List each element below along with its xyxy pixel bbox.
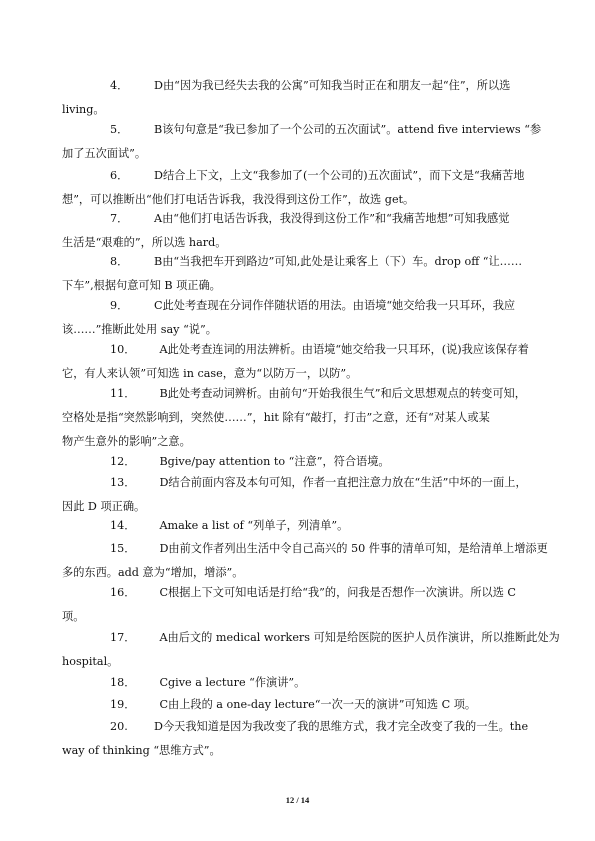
question-number: 13． — [110, 476, 136, 489]
answer-item-7 — [62, 207, 534, 255]
answer-line — [62, 74, 534, 98]
answer-item-5 — [62, 118, 542, 166]
answer-item-19 — [62, 693, 534, 717]
answer-line — [62, 514, 534, 538]
explanation-text: 今天我知道是因为我改变了我的思维方式，我才完全改变了我的一生。the — [162, 720, 529, 733]
explanation-text: 由上段的 a one-day lecture“一次一天的演讲”可知选 C 项。 — [168, 698, 477, 711]
explanation-continuation: 它，有人来认领”可知选 in case，意为“以防万一，以防”。 — [62, 367, 358, 380]
explanation-text: make a list of “列单子，列清单”。 — [167, 519, 349, 532]
question-number: 18． — [110, 676, 136, 689]
answer-line — [62, 294, 534, 318]
explanation-text: 结合上下文，上文“我参加了(一个公司的)五次面试”，而下文是“我痛苦地 — [162, 169, 525, 182]
answer-item-6 — [62, 164, 534, 212]
explanation-continuation: 想”，可以推断出“他们打电话告诉我，我没得到这份工作”，故选 get。 — [62, 193, 415, 206]
answer-item-20 — [62, 715, 534, 763]
answer-letter: A — [159, 343, 168, 356]
explanation-continuation: 下车”,根据句意可知 B 项正确。 — [62, 279, 221, 292]
explanation-continuation: 多的东西。add 意为“增加，增添”。 — [62, 566, 244, 579]
question-number: 9． — [110, 299, 129, 312]
answer-item-18 — [62, 671, 534, 695]
answer-letter: D — [154, 720, 163, 733]
answer-line — [62, 471, 534, 495]
answer-line — [62, 338, 534, 362]
answer-line — [62, 164, 534, 188]
answer-letter: B — [159, 387, 168, 400]
explanation-text: 此处考查动词辨析。由前句“开始我很生气”和后文思想观点的转变可知， — [167, 387, 526, 400]
answer-letter: C — [159, 676, 168, 689]
answer-letter: A — [154, 212, 163, 225]
answer-line — [62, 537, 548, 561]
answer-letter: B — [159, 455, 168, 468]
explanation-text: give a lecture “作演讲”。 — [168, 676, 306, 689]
question-number: 8． — [110, 255, 129, 268]
answer-item-13 — [62, 471, 534, 519]
question-number: 14． — [110, 519, 136, 532]
explanation-text: 由后文的 medical workers 可知是给医院的医护人员作演讲，所以推断此处为 — [167, 631, 560, 644]
explanation-text: 由“当我把车开到路边”可知,此处是让乘客上（下）车。drop off “让…… — [162, 255, 523, 268]
question-number: 15． — [110, 542, 136, 555]
explanation-continuation: 该……”推断此处用 say “说”。 — [62, 323, 217, 336]
explanation-continuation: 物产生意外的影响”之意。 — [62, 435, 191, 448]
question-number: 7． — [110, 212, 129, 225]
answer-letter: C — [159, 586, 168, 599]
answer-letter: D — [159, 476, 169, 489]
answer-line — [62, 207, 534, 231]
answer-item-15 — [62, 537, 548, 585]
answer-item-4 — [62, 74, 534, 122]
answer-item-11 — [62, 382, 534, 454]
question-number: 16． — [110, 586, 136, 599]
explanation-continuation: 因此 D 项正确。 — [62, 500, 146, 513]
explanation-text: 由前文作者列出生活中令自己高兴的 50 件事的清单可知，是给清单上增添更 — [168, 542, 548, 555]
answer-line — [62, 250, 534, 274]
question-number: 6． — [110, 169, 129, 182]
answer-line — [62, 671, 534, 695]
question-number: 19． — [110, 698, 136, 711]
answer-letter: D — [159, 542, 169, 555]
answer-item-14 — [62, 514, 534, 538]
question-number: 4． — [110, 79, 129, 92]
explanation-text: 由“因为我已经失去我的公寓”可知我当时正在和朋友一起“住”，所以选 — [162, 79, 511, 92]
answer-letter: A — [159, 519, 168, 532]
answer-line — [62, 581, 534, 605]
answer-line — [62, 382, 534, 406]
explanation-text: give/pay attention to “注意”，符合语境。 — [167, 455, 390, 468]
answer-letter: D — [154, 79, 163, 92]
question-number: 5． — [110, 123, 129, 136]
answer-line — [62, 715, 534, 739]
explanation-continuation: living。 — [62, 103, 105, 116]
answer-item-17 — [62, 626, 560, 674]
explanation-continuation: hospital。 — [62, 655, 119, 668]
answer-line — [62, 118, 542, 142]
explanation-text: 此处考查连词的用法辨析。由语境“她交给我一只耳环，(说)我应该保存着 — [167, 343, 529, 356]
answer-letter: D — [154, 169, 163, 182]
explanation-continuation: 项。 — [62, 610, 85, 623]
answer-item-8 — [62, 250, 534, 298]
question-number: 11． — [110, 387, 136, 400]
answer-letter: A — [159, 631, 168, 644]
answer-item-16 — [62, 581, 534, 629]
question-number: 12． — [110, 455, 136, 468]
question-number: 10． — [110, 343, 136, 356]
answer-letter: B — [154, 255, 163, 268]
answer-item-10 — [62, 338, 534, 386]
explanation-text: 由“他们打电话告诉我，我没得到这份工作”和“我痛苦地想”可知我感觉 — [162, 212, 510, 225]
answer-item-9 — [62, 294, 534, 342]
answer-line — [62, 626, 560, 650]
page-number: 12 / 14 — [285, 795, 310, 805]
explanation-continuation: 生活是“艰难的”，所以选 hard。 — [62, 236, 227, 249]
explanation-continuation: way of thinking “思维方式”。 — [62, 744, 221, 757]
answer-line — [62, 693, 534, 717]
explanation-text: 结合前面内容及本句可知，作者一直把注意力放在“生活”中坏的一面上， — [168, 476, 527, 489]
explanation-text: 此处考查现在分词作伴随状语的用法。由语境“她交给我一只耳环，我应 — [162, 299, 516, 312]
answer-letter: C — [154, 299, 163, 312]
answer-letter: C — [159, 698, 168, 711]
explanation-text: 根据上下文可知电话是打给“我”的，问我是否想作一次演讲。所以选 C — [168, 586, 516, 599]
explanation-continuation: 空格处是指“突然影响到，突然使……”，hit 除有“敲打，打击”之意，还有“对某人或某 — [62, 411, 490, 424]
answer-letter: B — [154, 123, 163, 136]
explanation-continuation: 加了五次面试”。 — [62, 147, 147, 160]
explanation-text: 该句句意是“我已参加了一个公司的五次面试”。attend five interviews “参 — [162, 123, 542, 136]
question-number: 17． — [110, 631, 136, 644]
question-number: 20. — [110, 720, 128, 733]
